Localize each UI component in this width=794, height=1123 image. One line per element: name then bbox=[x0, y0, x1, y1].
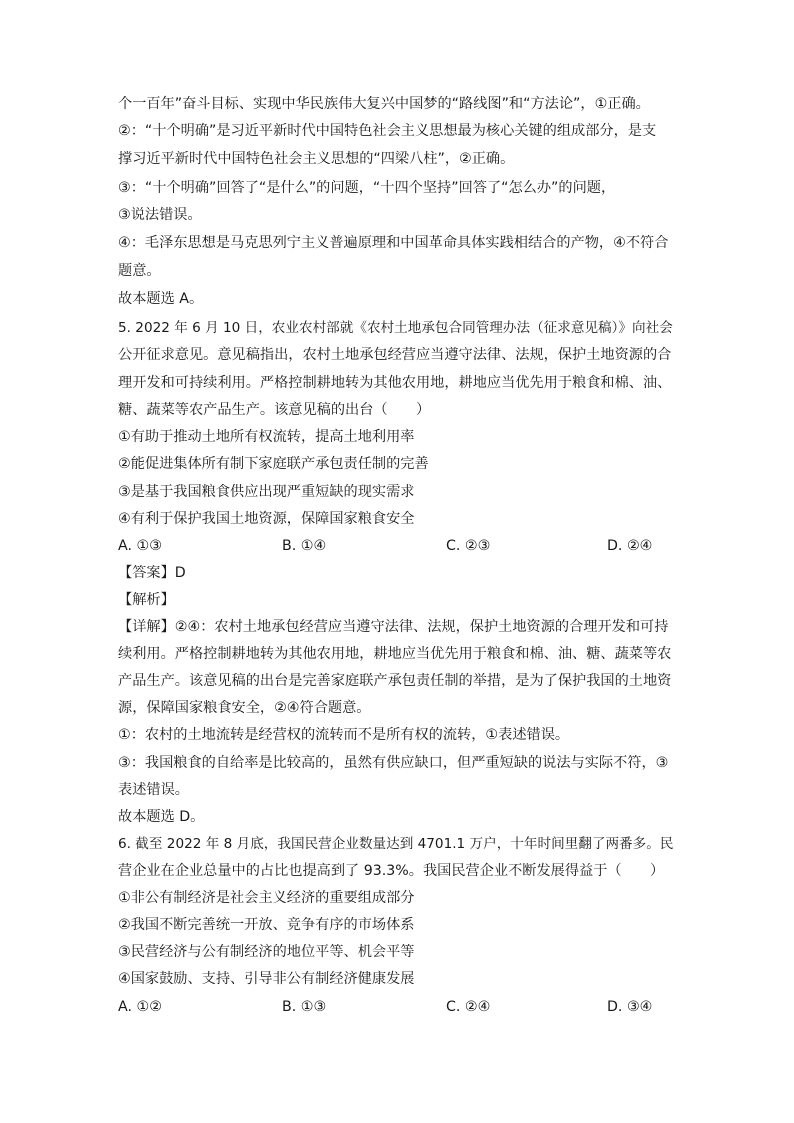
text-line: 撑习近平新时代中国特色社会主义思想的“四梁八柱”，②正确。 bbox=[118, 151, 515, 167]
answer-label: 【答案】D bbox=[118, 565, 186, 581]
text-line: ③说法错误。 bbox=[118, 207, 202, 223]
option-d: D. ③④ bbox=[607, 999, 653, 1015]
detail-line: ①：农村的土地流转是经营权的流转而不是所有权的流转，①表述错误。 bbox=[118, 727, 570, 743]
detail-line: 源，保障国家粮食安全，②④符合题意。 bbox=[118, 700, 371, 716]
detail-line: 故本题选 D。 bbox=[118, 809, 205, 825]
question-6-item: ①非公有制经济是社会主义经济的重要组成部分 bbox=[118, 890, 415, 906]
question-5-stem: 糖、蔬菜等农产品生产。该意见稿的出台（ ） bbox=[118, 402, 431, 418]
analysis-label: 【解析】 bbox=[118, 592, 175, 608]
question-5-item: ②能促进集体所有制下家庭联产承包责任制的完善 bbox=[118, 456, 429, 472]
detail-line: 【详解】②④：农村土地承包经营应当遵守法律、法规，保护土地资源的合理开发和可持 bbox=[118, 619, 669, 635]
text-line: ②：“十个明确”是习近平新时代中国特色社会主义思想最为核心关键的组成部分，是支 bbox=[118, 123, 657, 139]
detail-line: ③：我国粮食的自给率是比较高的，虽然有供应缺口，但严重短缺的说法与实际不符，③ bbox=[118, 755, 669, 771]
detail-line: 产品生产。该意见稿的出台是完善家庭联产承包责任制的举措，是为了保护我国的土地资 bbox=[118, 673, 672, 689]
option-c: C. ②③ bbox=[446, 538, 491, 554]
option-a: A. ①③ bbox=[118, 538, 162, 554]
option-b: B. ①③ bbox=[282, 999, 327, 1015]
question-5-stem: 理开发和可持续利用。严格控制耕地转为其他农用地，耕地应当优先用于粮食和棉、油、 bbox=[118, 375, 672, 391]
question-5-item: ③是基于我国粮食供应出现严重短缺的现实需求 bbox=[118, 484, 415, 500]
question-6-item: ②我国不断完善统一开放、竞争有序的市场体系 bbox=[118, 917, 415, 933]
option-d: D. ②④ bbox=[607, 538, 653, 554]
text-line: 个一百年”奋斗目标、实现中华民族伟大复兴中国梦的“路线图”和“方法论”，①正确。 bbox=[118, 96, 650, 112]
option-b: B. ①④ bbox=[282, 538, 327, 554]
question-5-item: ④有利于保护我国土地资源，保障国家粮食安全 bbox=[118, 511, 415, 527]
question-6-item: ③民营经济与公有制经济的地位平等、机会平等 bbox=[118, 944, 415, 960]
question-5-stem: 公开征求意见。意见稿指出，农村土地承包经营应当遵守法律、法规，保护土地资源的合 bbox=[118, 347, 672, 363]
question-6-stem: 营企业在企业总量中的占比也提高到了 93.3%。我国民营企业不断发展得益于（ ） bbox=[118, 863, 665, 879]
text-line: 题意。 bbox=[118, 263, 161, 279]
option-a: A. ①② bbox=[118, 999, 162, 1015]
text-line: ③：“十个明确”回答了“是什么”的问题，“十四个坚持”回答了“怎么办”的问题， bbox=[118, 180, 616, 196]
text-line: ④：毛泽东思想是马克思列宁主义普遍原理和中国革命具体实践相结合的产物，④不符合 bbox=[118, 235, 669, 251]
question-5-item: ①有助于推动土地所有权流转，提高土地利用率 bbox=[118, 429, 415, 445]
detail-line: 续利用。严格控制耕地转为其他农用地，耕地应当优先用于粮食和棉、油、糖、蔬菜等农 bbox=[118, 646, 672, 662]
detail-line: 表述错误。 bbox=[118, 782, 189, 798]
option-c: C. ②④ bbox=[446, 999, 491, 1015]
text-line: 故本题选 A。 bbox=[118, 291, 204, 307]
question-6-stem: 6. 截至 2022 年 8 月底，我国民营企业数量达到 4701.1 万户，十年时间里翻了两番多。民 bbox=[118, 836, 674, 852]
question-5-options bbox=[118, 533, 678, 560]
question-5-stem: 5. 2022 年 6 月 10 日，农业农村部就《农村土地承包合同管理办法（征求意见稿）》向社会 bbox=[118, 320, 673, 336]
question-6-item: ④国家鼓励、支持、引导非公有制经济健康发展 bbox=[118, 971, 415, 987]
question-6-options bbox=[118, 994, 678, 1021]
